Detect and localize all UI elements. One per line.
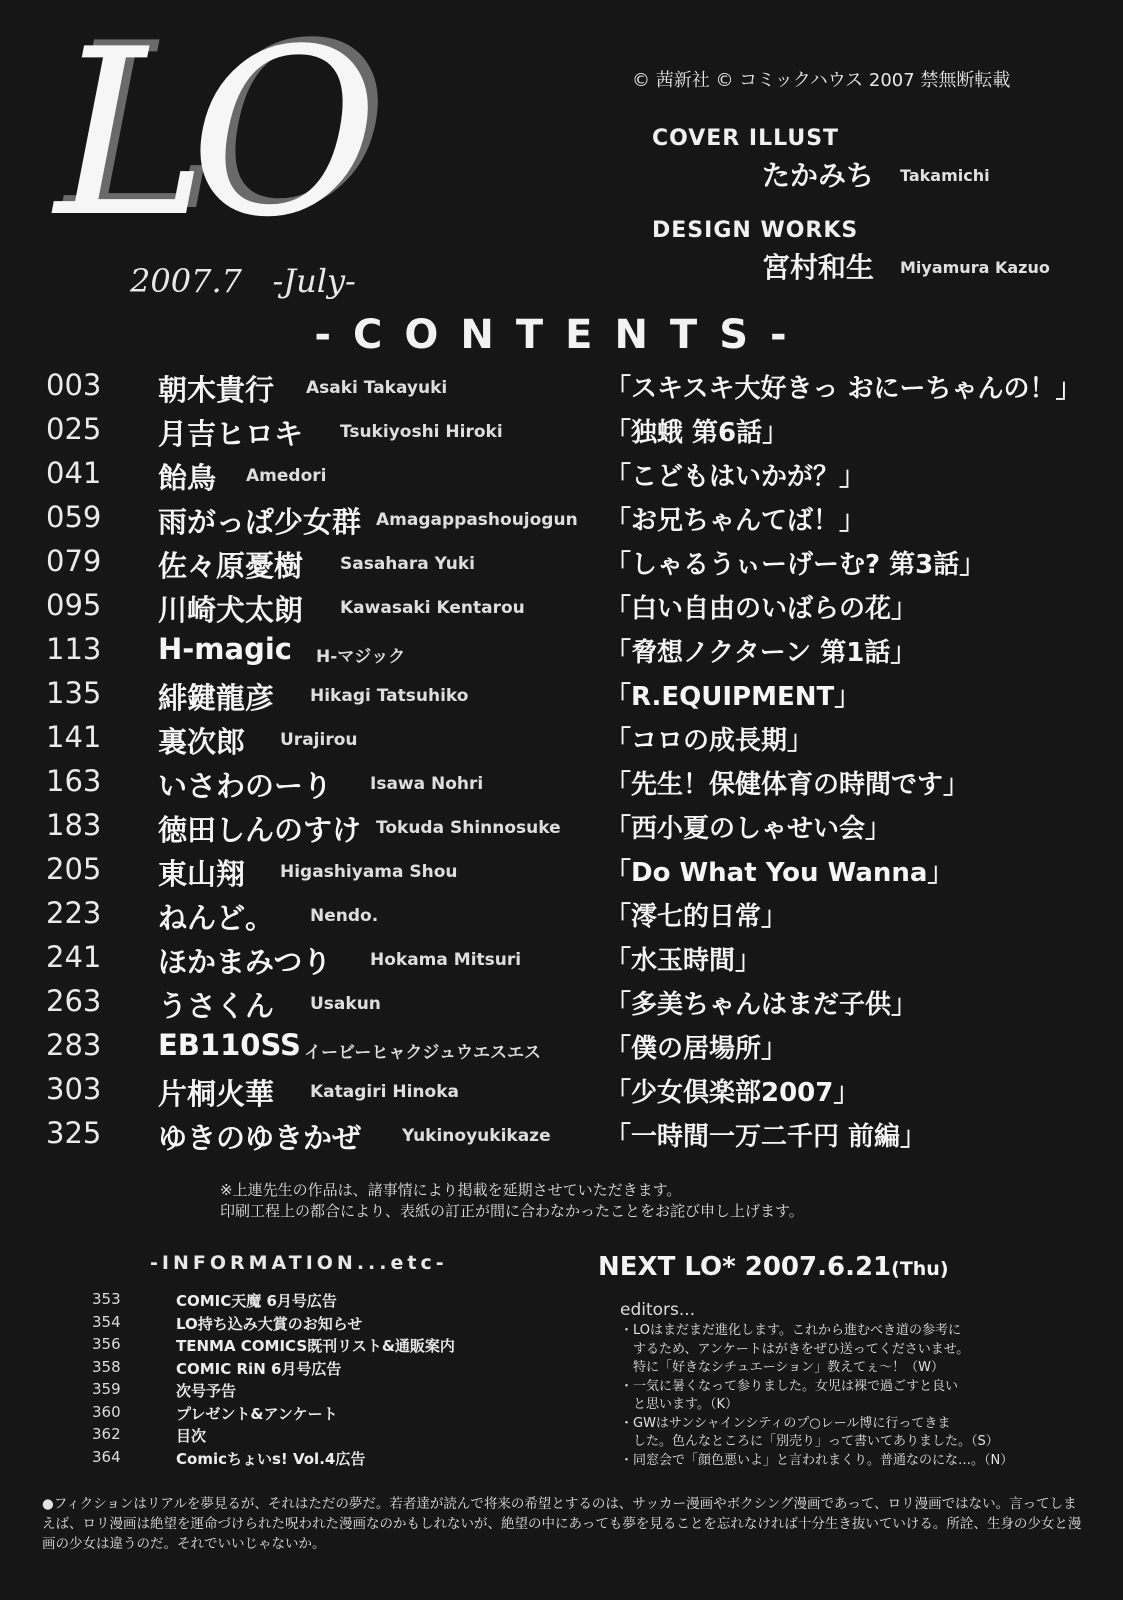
- toc-story-title: 「こどもはいかが？」: [605, 462, 866, 492]
- toc-author: 雨がっぱ少女群: [158, 505, 362, 539]
- info-item-text: COMIC RiN 6月号広告: [176, 1359, 342, 1378]
- info-item[interactable]: [92, 1425, 512, 1448]
- toc-story-title: 「水玉時間」: [605, 946, 762, 976]
- info-page-number: 353: [92, 1290, 121, 1308]
- toc-author-roman: Tokuda Shinnosuke: [376, 818, 561, 838]
- toc-author-roman: Amedori: [246, 466, 327, 486]
- toc-page-number: 283: [46, 1028, 102, 1062]
- toc-page-number: 163: [46, 764, 102, 798]
- info-item[interactable]: [92, 1313, 512, 1336]
- toc-entry[interactable]: [0, 1028, 1123, 1072]
- toc-page-number: 223: [46, 896, 102, 930]
- editor-comment-line: ・一気に暑くなって参りました。女児は裸で過ごすと良い: [620, 1378, 959, 1394]
- toc-author: ゆきのゆきかぜ: [158, 1121, 362, 1155]
- toc-page-number: 041: [46, 456, 102, 490]
- info-item[interactable]: [92, 1335, 512, 1358]
- toc-story-title: 「脅想ノクターン 第1話」: [605, 638, 917, 668]
- toc-page-number: 241: [46, 940, 102, 974]
- toc-page-number: 025: [46, 412, 102, 446]
- info-item-text: TENMA COMICS既刊リスト&通販案内: [176, 1337, 455, 1355]
- info-item-text: 次号予告: [176, 1382, 237, 1400]
- toc-entry[interactable]: [0, 676, 1123, 720]
- toc-author: 川崎犬太朗: [158, 593, 304, 627]
- toc-author-roman: Kawasaki Kentarou: [340, 598, 525, 618]
- toc-page-number: 113: [46, 632, 102, 666]
- toc-author: H-magic: [158, 632, 292, 666]
- editor-comment-line: ・GWはサンシャインシティのプ○レール博に行ってきま: [620, 1415, 951, 1431]
- toc-story-title: 「Do What You Wanna」: [605, 858, 954, 888]
- toc-entry[interactable]: [0, 1072, 1123, 1116]
- toc-author-roman: Usakun: [310, 994, 381, 1014]
- design-works-roman: Miyamura Kazuo: [900, 258, 1050, 277]
- next-issue-label: NEXT LO* 2007.6.21: [598, 1252, 892, 1282]
- editor-comment-line: ・同窓会で「顔色悪いよ」と言われまくり。普通なのにな…。（N）: [620, 1452, 1014, 1468]
- toc-story-title: 「先生！保健体育の時間です」: [605, 770, 970, 800]
- toc-author-roman: Nendo.: [310, 906, 379, 926]
- toc-page-number: 095: [46, 588, 102, 622]
- cover-correction-note: 印刷工程上の都合により、表紙の訂正が間に合わなかったことをお詫び申し上げます。: [220, 1202, 804, 1220]
- info-page-number: 360: [92, 1402, 121, 1421]
- info-page-number: 358: [92, 1357, 121, 1376]
- toc-author-roman: Asaki Takayuki: [306, 378, 448, 398]
- toc-author-roman: イービーヒャクジュウエスエス: [304, 1043, 541, 1063]
- toc-author-roman: Amagappashoujogun: [376, 510, 578, 530]
- info-page-number: 356: [92, 1335, 121, 1353]
- toc-author-roman: H-マジック: [316, 647, 406, 667]
- postponement-note: ※上連先生の作品は、諸事情により掲載を延期させていただきます。: [220, 1181, 682, 1199]
- toc-entry[interactable]: [0, 940, 1123, 984]
- info-item-text: プレゼント&アンケート: [176, 1404, 338, 1423]
- footer-essay: ●フィクションはリアルを夢見るが、それはただの夢だ。若者達が読んで将来の希望とするのは、サッカー漫画やボクシング漫画であって、ロリ漫画ではない。言ってしまえば、ロリ漫画は絶望を運命づけられた呪われた漫画なのかもしれないが、絶望の中にあっても夢を見ることを忘れなければ十分生き抜いていける。所詮、生身の少女と漫画の少女は違うのだ。それでいいじゃないか。: [42, 1496, 1082, 1552]
- information-heading: -INFORMATION...etc-: [150, 1252, 448, 1274]
- toc-page-number: 141: [46, 720, 102, 754]
- info-item[interactable]: [92, 1290, 512, 1313]
- toc-story-title: 「多美ちゃんはまだ子供」: [605, 990, 918, 1020]
- toc-author: 片桐火華: [158, 1077, 275, 1111]
- editor-comment-line: と思います。（K）: [620, 1397, 738, 1412]
- toc-author-roman: Sasahara Yuki: [340, 554, 475, 574]
- toc-story-title: 「澪七的日常」: [605, 902, 788, 932]
- toc-entry[interactable]: [0, 368, 1123, 412]
- toc-story-title: 「独蛾 第6話」: [605, 418, 789, 448]
- editor-comment-line: 特に「好きなシチュエーション」教えてぇ～！（W）: [620, 1360, 944, 1375]
- toc-story-title: 「少女倶楽部2007」: [605, 1078, 860, 1108]
- toc-author: いさわのーり: [158, 769, 333, 803]
- information-list: [92, 1290, 512, 1470]
- toc-page-number: 135: [46, 676, 102, 710]
- toc-page-number: 303: [46, 1072, 102, 1106]
- publication-notes: [220, 1180, 804, 1222]
- toc-author: 飴鳥: [158, 461, 217, 495]
- toc-story-title: 「お兄ちゃんてば！」: [605, 506, 866, 536]
- info-item[interactable]: [92, 1380, 512, 1403]
- toc-story-title: 「コロの成長期」: [605, 726, 814, 756]
- toc-entry[interactable]: [0, 852, 1123, 896]
- next-issue-day: (Thu): [891, 1258, 949, 1280]
- issue-date: [130, 262, 356, 300]
- toc-page-number: 205: [46, 852, 102, 886]
- toc-page-number: 183: [46, 808, 102, 842]
- issue-month: -July-: [272, 262, 356, 300]
- design-works-name: 宮村和生: [762, 251, 875, 284]
- cover-illust-name: たかみち: [762, 159, 875, 192]
- toc-entry[interactable]: [0, 588, 1123, 632]
- toc-entry[interactable]: [0, 456, 1123, 500]
- info-item[interactable]: [92, 1358, 512, 1381]
- toc-entry[interactable]: [0, 1116, 1123, 1160]
- toc-page-number: 263: [46, 984, 102, 1018]
- table-of-contents: [0, 368, 1123, 1160]
- toc-story-title: 「一時間一万二千円 前編」: [605, 1122, 927, 1152]
- info-item-text: LO持ち込み大賞のお知らせ: [176, 1314, 363, 1333]
- toc-author: 裏次郎: [158, 725, 246, 759]
- magazine-logo: LO: [55, 1, 361, 268]
- info-item-text: COMIC天魔 6月号広告: [176, 1292, 337, 1310]
- info-item[interactable]: [92, 1403, 512, 1426]
- cover-illust-label: COVER ILLUST: [652, 126, 840, 151]
- toc-page-number: 003: [46, 368, 102, 402]
- toc-entry[interactable]: [0, 808, 1123, 852]
- toc-author: 東山翔: [158, 857, 246, 891]
- toc-author-roman: Higashiyama Shou: [280, 862, 458, 882]
- toc-page-number: 079: [46, 544, 102, 578]
- toc-author: 朝木貴行: [158, 373, 275, 407]
- toc-author: 徳田しんのすけ: [158, 813, 362, 847]
- toc-story-title: 「R.EQUIPMENT」: [605, 682, 861, 712]
- toc-story-title: 「白い自由のいばらの花」: [605, 594, 918, 624]
- info-page-number: 362: [92, 1425, 121, 1443]
- info-page-number: 364: [92, 1447, 121, 1466]
- toc-page-number: 059: [46, 500, 102, 534]
- toc-story-title: 「スキスキ大好きっ おにーちゃんの！」: [605, 374, 1082, 404]
- editor-comment-line: した。色んなところに「別売り」って書いてありました。（S）: [620, 1434, 999, 1449]
- toc-entry[interactable]: [0, 632, 1123, 676]
- cover-illust-roman: Takamichi: [900, 166, 990, 185]
- editors-heading: editors...: [620, 1300, 696, 1320]
- toc-story-title: 「西小夏のしゃせい会」: [605, 814, 892, 844]
- info-page-number: 354: [92, 1312, 121, 1331]
- toc-story-title: 「しゃるうぃーげーむ? 第3話」: [605, 550, 986, 580]
- issue-date-number: 2007.7: [130, 262, 242, 300]
- toc-author-roman: Katagiri Hinoka: [310, 1082, 459, 1102]
- toc-entry[interactable]: [0, 896, 1123, 940]
- toc-entry[interactable]: [0, 412, 1123, 456]
- toc-entry[interactable]: [0, 764, 1123, 808]
- toc-author-roman: Hikagi Tatsuhiko: [310, 686, 469, 706]
- info-item-text: Comicちょいs! Vol.4広告: [176, 1449, 366, 1468]
- toc-author: ほかまみつり: [158, 945, 332, 979]
- design-works-label: DESIGN WORKS: [652, 218, 859, 243]
- editors-comments: [620, 1322, 1015, 1470]
- toc-author-roman: Yukinoyukikaze: [402, 1126, 551, 1146]
- toc-author: ねんど。: [158, 901, 275, 935]
- toc-author: うさくん: [158, 989, 275, 1023]
- editor-comment-line: するため、アンケートはがきをぜひ送ってくださいませ。: [620, 1341, 970, 1357]
- toc-author-roman: Tsukiyoshi Hiroki: [340, 422, 503, 442]
- toc-author-roman: Urajirou: [280, 730, 358, 750]
- contents-heading: -CONTENTS-: [314, 312, 809, 358]
- toc-story-title: 「僕の居場所」: [605, 1034, 788, 1064]
- toc-author: 緋鍵龍彦: [158, 681, 275, 715]
- toc-author-roman: Isawa Nohri: [370, 774, 484, 794]
- info-item-text: 目次: [176, 1427, 207, 1445]
- info-page-number: 359: [92, 1380, 121, 1398]
- editor-comment-line: ・LOはまだまだ進化します。これから進むべき道の参考に: [620, 1323, 961, 1338]
- toc-page-number: 325: [46, 1116, 102, 1150]
- toc-author: 佐々原憂樹: [158, 549, 304, 583]
- toc-author: 月吉ヒロキ: [158, 417, 304, 451]
- toc-entry[interactable]: [0, 544, 1123, 588]
- info-item[interactable]: [92, 1448, 512, 1471]
- toc-author: EB110SS: [158, 1028, 301, 1062]
- toc-entry[interactable]: [0, 720, 1123, 764]
- toc-entry[interactable]: [0, 500, 1123, 544]
- toc-entry[interactable]: [0, 984, 1123, 1028]
- next-issue-date: [598, 1252, 949, 1282]
- copyright-notice: © 茜新社 © コミックハウス 2007 禁無断転載: [632, 70, 1011, 91]
- toc-author-roman: Hokama Mitsuri: [370, 950, 522, 970]
